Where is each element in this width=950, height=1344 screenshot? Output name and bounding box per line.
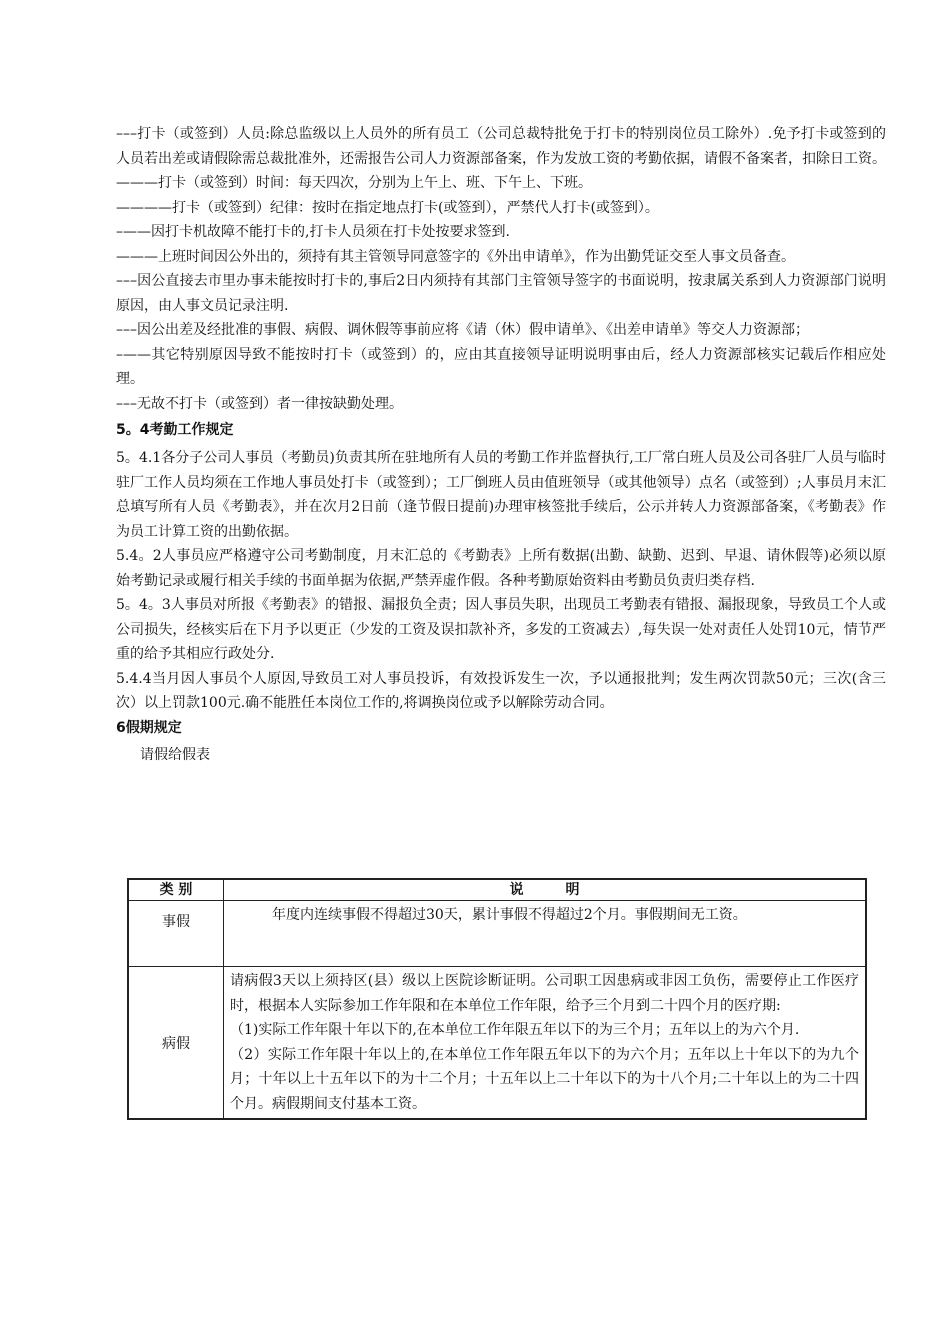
section-5-4-1: 5。4.1各分子公司人事员（考勤员)负责其所在驻地所有人员的考勤工作并监督执行,工厂常白班人员及公司各驻厂人员与临时驻厂工作人员均须在工作地人事员处打卡（或签到）；工厂倒班人员由值班领导（或其他领导）点名（或签到）;人事员月末汇总填写所有人员《考勤表》，并在次月2日前（逢节假日提前)办理审核签批手续后，公示并转人力资源部备案，《考勤表》作为员工计算工资的出勤依据。 xyxy=(116,450,886,540)
leave-table xyxy=(127,878,867,1120)
section-5-4-heading: 5。4考勤工作规定 xyxy=(116,422,234,438)
rule-paragraph-1: –––打卡（或签到）人员:除总监级以上人员外的所有员工（公司总裁特批免于打卡的特别岗位员工除外）.免予打卡或签到的人员若出差或请假除需总裁批准外，还需报告公司人力资源部备案，作为发放工资的考勤依据，请假不备案者，扣除日工资。 xyxy=(116,126,886,167)
rule-paragraph-6: –––因公直接去市里办事未能按时打卡的,事后2日内须持有其部门主管领导签字的书面说明，按隶属关系到人力资源部门说明原因，由人事文员记录注明. xyxy=(116,273,886,314)
section-5-4-4: 5.4.4当月因人事员个人原因,导致员工对人事员投诉，有效投诉发生一次，予以通报批判；发生两次罚款50元；三次(含三次）以上罚款100元.确不能胜任本岗位工作的,将调换岗位或予以解除劳动合同。 xyxy=(116,670,886,711)
rule-paragraph-2: ———打卡（或签到）时间：每天四次，分别为上午上、班、下午上、下班。 xyxy=(116,175,592,191)
header-description: 说 明 xyxy=(224,879,867,901)
section-5-4-3: 5。4。3人事员对所报《考勤表》的错报、漏报负全责；因人事员失职，出现员工考勤表有错报、漏报现象，导致员工个人或公司损失，经核实后在下月予以更正（少发的工资及误扣款补齐，多发的工资减去）,每失误一处对责任人处罚10元，情节严重的给予其相应行政处分. xyxy=(116,597,886,662)
sick-leave-line-1: 请病假3天以上须持区(县）级以上医院诊断证明。公司职工因患病或非因工负伤，需要停止工作医疗时，根据本人实际参加工作年限和在本单位工作年限，给予三个月到二十四个月的医疗期: xyxy=(230,973,859,1014)
sick-leave-line-2: （1)实际工作年限十年以下的,在本单位工作年限五年以下的为三个月；五年以上的为六个月. xyxy=(230,1022,800,1038)
row-desc-personal-leave xyxy=(224,901,867,967)
row-type-personal-leave: 事假 xyxy=(128,901,224,967)
rule-paragraph-4: –——因打卡机故障不能打卡的,打卡人员须在打卡处按要求签到. xyxy=(116,224,510,240)
table-row xyxy=(128,967,866,1120)
header-type: 类 别 xyxy=(128,879,224,901)
sick-leave-line-3: （2）实际工作年限十年以上的,在本单位工作年限五年以下的为六个月；五年以上十年以下的为九个月；十年以上十五年以下的为十二个月；十五年以上二十年以下的为十八个月;二十年以上的为二十四个月。病假期间支付基本工资。 xyxy=(230,1046,859,1112)
table-header-row xyxy=(128,879,866,901)
rule-paragraph-8: –——其它特别原因导致不能按时打卡（或签到）的，应由其直接领导证明说明事由后，经人力资源部核实记载后作相应处理。 xyxy=(116,346,886,387)
row-desc-sick-leave xyxy=(224,967,867,1120)
section-5-4-2: 5.4。2人事员应严格遵守公司考勤制度，月末汇总的《考勤表》上所有数据(出勤、缺勤、迟到、早退、请休假等)必须以原始考勤记录或履行相关手续的书面单据为依据,严禁弄虚作假。各种考勤原始资料由考勤员负责归类存档. xyxy=(116,548,886,589)
personal-leave-line: 年度内连续事假不得超过30天，累计事假不得超过2个月。事假期间无工资。 xyxy=(272,907,747,923)
section-6-heading: 6假期规定 xyxy=(116,719,182,736)
rule-paragraph-5: ———上班时间因公外出的，须持有其主管领导同意签字的《外出申请单》，作为出勤凭证交至人事文员备查。 xyxy=(116,248,795,265)
rule-paragraph-3: ————打卡（或签到）纪律：按时在指定地点打卡(或签到），严禁代人打卡(或签到）。 xyxy=(116,199,659,216)
table-caption: 请假给假表 xyxy=(140,746,210,763)
document-page xyxy=(116,122,886,1112)
rule-paragraph-9: –––无故不打卡（或签到）者一律按缺勤处理。 xyxy=(116,395,403,412)
row-type-sick-leave: 病假 xyxy=(128,967,224,1120)
rule-paragraph-7: –––因公出差及经批准的事假、病假、调休假等事前应将《请（休）假申请单》、《出差申请单》等交人力资源部； xyxy=(116,322,809,338)
table-row xyxy=(128,901,866,967)
